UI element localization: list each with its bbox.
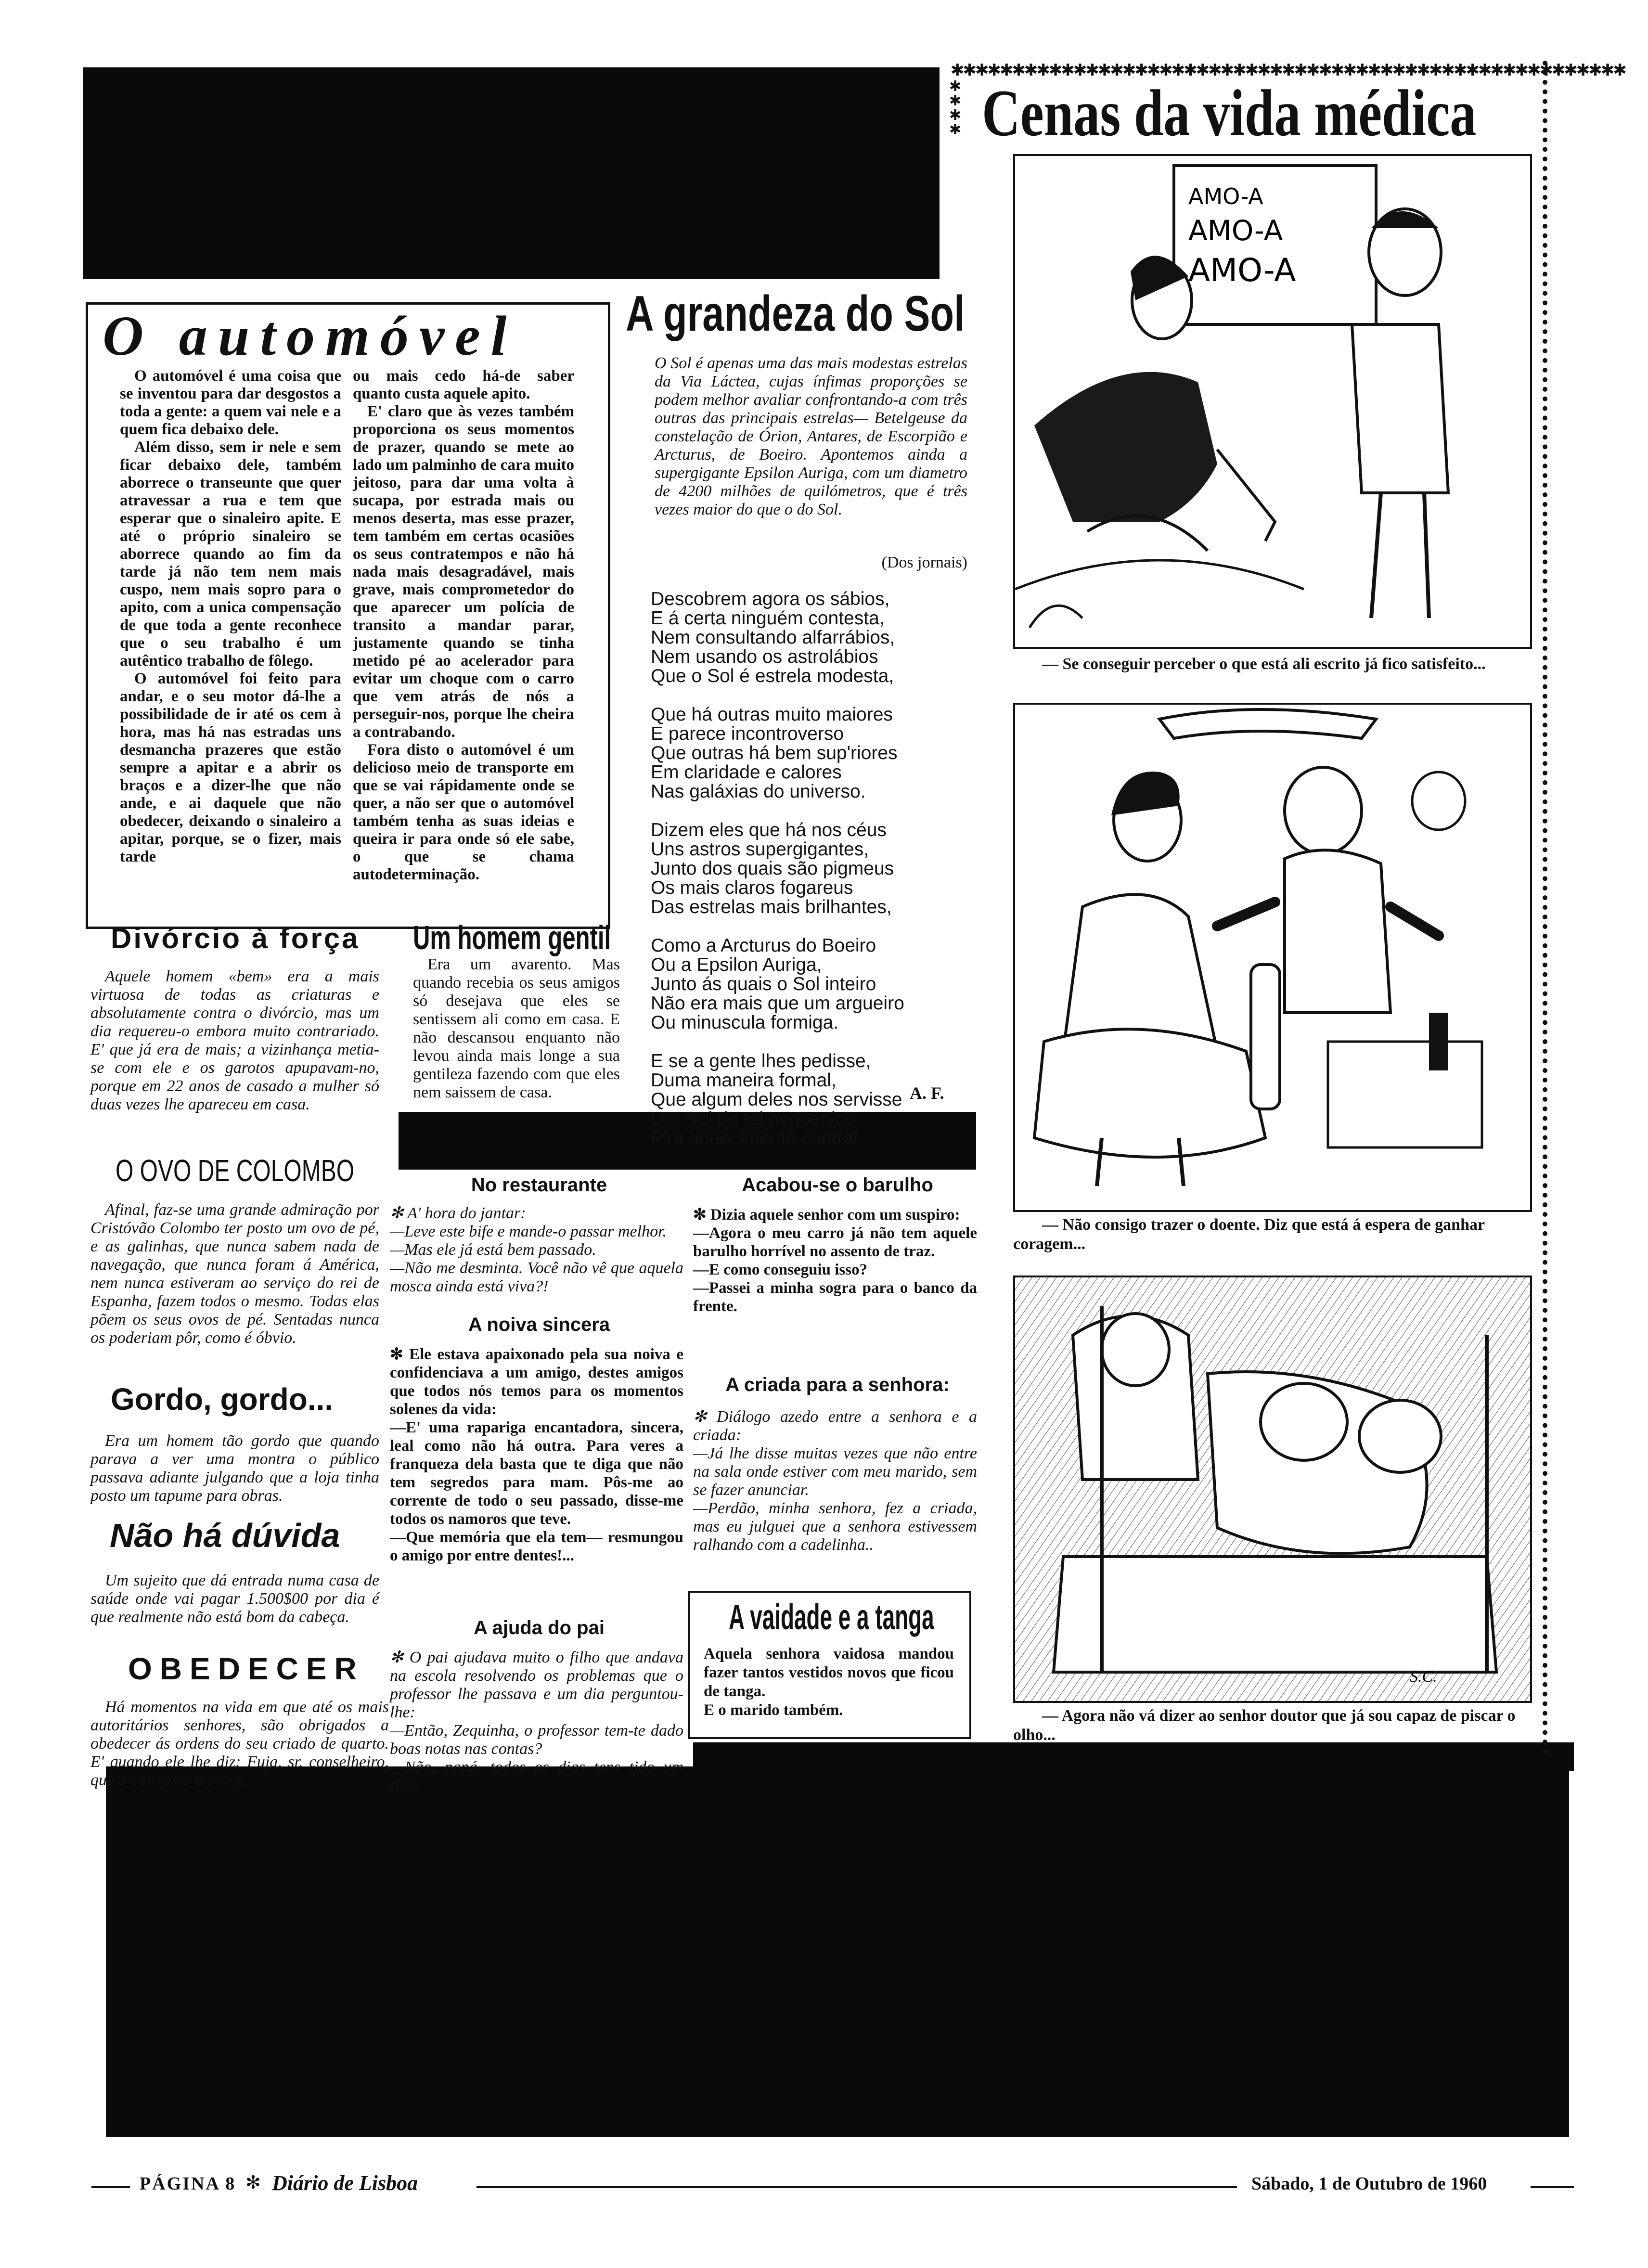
cartoon-1 (1013, 154, 1532, 649)
svg-text:S.C.: S.C. (1410, 1668, 1437, 1686)
cartoon-3-drawing (1015, 1277, 1530, 1701)
cartoon-2-drawing (1015, 705, 1530, 1210)
obedecer-title: OBEDECER (128, 1651, 364, 1686)
automovel-box (86, 302, 610, 929)
poem-stanza: Que há outras muito maiores E parece incontroverso Que outras há bem sup'riores Em claridade e calores Nas galáxias do universo. (651, 704, 898, 802)
automovel-paragraph: ou mais cedo há-de saber quanto custa aquele apito. (353, 367, 574, 402)
divorcio-text: Aquele homem «bem» era a mais virtuosa de todas as criaturas e absolutamente contra o divórcio, mas um dia requereu-o embora muito contrariado. E' que já era de mais; a vizinhança metia-se com ele e os garotos apupavam-no, porque em 22 anos de casado a mulher só duas vezes lhe apareceu em casa. (90, 967, 379, 1113)
vaidade-text: Aquela senhora vaidosa mandou fazer tantos vestidos novos que ficou de tanga. E o marido também. (704, 1645, 954, 1719)
automovel-col2 (353, 367, 574, 884)
colombo-text: Afinal, faz-se uma grande admiração por Cristóvão Colombo ter posto um ovo de pé, e as galinhas, que nunca sabem nada de navegação, que nunca foram á América, nem nunca estiveram ao serviço do rei de Espanha, fazem todos o mesmo. Todas elas põem os seus ovos de pé. Sentadas nunca os poderiam pôr, como é óbvio. (90, 1201, 379, 1347)
footer-star: ✻ (245, 2172, 261, 2193)
footer-page-label: PÁGINA 8 (140, 2174, 236, 2194)
vaidade-box (688, 1591, 971, 1739)
poem-stanza: Descobrem agora os sábios, E á certa ninguém contesta, Nem consultando alfarrábios, Nem usando os astrolábios Que o Sol é estrela modesta, (651, 589, 895, 686)
redacted-block-bottom (106, 1766, 1569, 2137)
sign-line: AMO-A (1188, 183, 1263, 209)
automovel-paragraph: Fora disto o automóvel é um delicioso meio de transporte em que se vai rápidamente onde se quer, a não ser que o automóvel também tenha as suas ideias e queira ir para onde só ele sabe, o que se chama autodeterminação. (353, 741, 574, 883)
automovel-col1 (120, 367, 341, 866)
grandeza-poem (651, 590, 978, 1148)
footer-rule-left (91, 2186, 130, 2188)
footer-date: Sábado, 1 de Outubro de 1960 (1251, 2174, 1487, 2194)
cartoon-3 (1013, 1276, 1532, 1703)
noiva-title: A noiva sincera (468, 1314, 610, 1335)
criada-text: ✻ Diálogo azedo entre a senhora e a criada: —Já lhe disse muitas vezes que não entre na sala onde estiver com meu marido, sem se fazer anunciar. —Perdão, minha senhora, fez a criada, mas eu julguei que a senhora estivessem ralhando com a cadelinha.. (693, 1408, 977, 1554)
cartoon-2-caption: — Não consigo trazer o doente. Diz que está á espera de ganhar coragem... (1013, 1216, 1485, 1253)
cartoon-2 (1013, 703, 1532, 1212)
automovel-paragraph: O automóvel foi feito para andar, e o seu motor dá-lhe a possibilidade de ir até os cem à hora, mas há nas estradas uns desmancha prazeres que estão sempre a apitar e a abrir os braços e a dizer-lhe que não ande, e ai daquele que não obedecer, deixando o sinaleiro a apitar, porque, se o fizer, mais tarde (120, 670, 341, 865)
cenas-star-border-top: ✱✱✱✱✱✱✱✱✱✱✱✱✱✱✱✱✱✱✱✱✱✱✱✱✱✱✱✱✱✱✱✱✱✱✱✱✱✱✱✱✱✱✱✱✱✱✱✱✱✱✱✱✱✱✱ (951, 61, 1625, 80)
restaurante-title: No restaurante (471, 1174, 607, 1196)
divorcio-title: Divórcio à força (111, 922, 360, 954)
gordo-text: Era um homem tão gordo que quando parava a ver uma montra o público passava adiante julgando que a loja tinha posto um tapume para obras. (90, 1432, 379, 1505)
automovel-paragraph: O automóvel é uma coisa que se inventou para dar desgostos a toda a gente: a quem vai nele e a quem fica debaixo dele. (120, 367, 341, 438)
cartoon-1-caption: — Se conseguir perceber o que está ali escrito já fico satisfeito... (1042, 655, 1486, 673)
poem-stanza: E se a gente lhes pedisse, Duma maneira formal, Que algum deles nos servisse Um Sol de tal pequenice P'ra aquecimento central. (651, 1051, 902, 1148)
cenas-star-border-right (1543, 61, 1562, 1755)
restaurante-text: ✻ A' hora do jantar: —Leve este bife e mande-o passar melhor. —Mas ele já está bem passado. —Não me desminta. Você não vê que aquela mosca ainda está viva?! (390, 1204, 683, 1295)
automovel-title: O automóvel (103, 304, 517, 367)
redacted-block-top (83, 67, 940, 279)
footer-newspaper: Diário de Lisboa (272, 2171, 418, 2195)
automovel-paragraph: Além disso, sem ir nele e sem ficar debaixo dele, também aborrece o transeunte que quer atravessar a rua e tem que esperar que o sinaleiro apite. E até o próprio sinaleiro se aborrece quando ao fim da tarde já não tem nem mais cuspo, nem mais sopro para o apito, com a unica compensação de que toda a gente reconhece que o seu trabalho é um autêntico trabalho de fôlego. (120, 438, 341, 670)
automovel-paragraph: E' claro que às vezes também proporciona os seus momentos de prazer, quando se mete ao lado um palminho de cara muito jeitoso, para dar uma volta à sucapa, por estrada mais ou menos deserta, mas esse prazer, tem também em certas ocasiões os seus contratempos e não há nada mais desagradável, mais grave, mais comprometedor do que aparecer um polícia de transito a mandar parar, justamente quando se tinha metido pé ao acelerador para evitar um choque com o carro que vem atrás de nós a perseguir-nos, porque lhe cheira a contrabando. (353, 403, 574, 741)
sign-line: AMO-A (1188, 252, 1296, 289)
redacted-block-bottom-left (693, 1742, 1574, 1771)
poem-stanza: Como a Arcturus do Boeiro Ou a Epsilon Auriga, Junto ás quais o Sol inteiro Não era mais que um argueiro Ou minuscula formiga. (651, 935, 904, 1033)
pai-text: ✻ O pai ajudava muito o filho que andava na escola resolvendo os problemas que o professor lhe passava e um dia perguntou-lhe: —Então, Zequinha, o professor tem-te dado boas notas nas contas? —Não, papá, todos os dias tens tido um zero. (390, 1649, 683, 1794)
poem-stanza: Dizem eles que há nos céus Uns astros supergigantes, Junto dos quais são pigmeus Os mais claros fogareus Das estrelas mais brilhantes, (651, 820, 894, 917)
barulho-text: ✻ Dizia aquele senhor com um suspiro: —Agora o meu carro já não tem aquele barulho horrível no assento de traz. —E como conseguiu isso? —Passei a minha sogra para o banco da frente. (693, 1206, 977, 1315)
criada-title: A criada para a senhora: (725, 1374, 950, 1395)
grandeza-signature: A. F. (910, 1083, 944, 1103)
grandeza-source: (Dos jornais) (881, 554, 967, 571)
duvida-text: Um sujeito que dá entrada numa casa de saúde onde vai pagar 1.500$00 por dia é que realmente não está bom da cabeça. (90, 1572, 379, 1626)
cenas-star-border-left: ✱ ✱ ✱ ✱ (949, 78, 962, 138)
vaidade-title: A vaidade e a tanga (729, 1597, 934, 1637)
gentil-title: Um homem gentil (413, 919, 611, 956)
pai-title: A ajuda do pai (474, 1617, 605, 1638)
sign-line: AMO-A (1188, 214, 1283, 247)
cartoon-1-drawing (1015, 156, 1530, 647)
barulho-title: Acabou-se o barulho (742, 1174, 933, 1196)
duvida-title: Não há dúvida (110, 1517, 340, 1554)
grandeza-intro: O Sol é apenas uma das mais modestas estrelas da Via Láctea, cujas ínfimas proporções se podem melhor avaliar confrontando-a com três outras das principais estrelas— Betelgeuse da constelação de Órion, Antares, de Escorpião e Arcturus, de Boeiro. Apontemos ainda a supergigante Epsilon Auriga, com um diametro de 4200 milhões de quilómetros, que é três vezes maior do que o do Sol. (655, 354, 967, 518)
colombo-title: O OVO DE COLOMBO (116, 1153, 355, 1188)
gentil-text: Era um avarento. Mas quando recebia os seus amigos só desejava que eles se sentissem ali como em casa. E não descansou enquanto não levou ainda mais longe a sua gentileza fazendo com que eles nem saissem de casa. (413, 955, 620, 1101)
gordo-title: Gordo, gordo... (111, 1382, 334, 1417)
grandeza-title: A grandeza do Sol (626, 286, 965, 342)
obedecer-text: Há momentos na vida em que até os mais autoritários senhores, são obrigados a obedecer ás ordens do seu criado de quarto. E' quando ele lhe diz: Fuja, sr. conselheiro, que a casa está a arder. (90, 1698, 389, 1789)
footer-rule-right (1531, 2186, 1574, 2188)
cenas-title: Cenas da vida médica (982, 76, 1477, 150)
cartoon-3-caption: — Agora não vá dizer ao senhor doutor que já sou capaz de piscar o olho... (1013, 1707, 1516, 1744)
footer-rule-middle (476, 2186, 1237, 2188)
noiva-text: ✻ Ele estava apaixonado pela sua noiva e confidenciava a um amigo, destes amigos que todos nós temos para os momentos solenes da vida: —E' uma rapariga encantadora, sincera, leal como não há outra. Para veres a franqueza dela basta que te diga que não tem segredos para mam. Pôs-me ao corrente de todo o seu passado, disse-me todos os namoros que teve. —Que memória que ela tem— resmungou o amigo por entre dentes!... (390, 1346, 683, 1564)
